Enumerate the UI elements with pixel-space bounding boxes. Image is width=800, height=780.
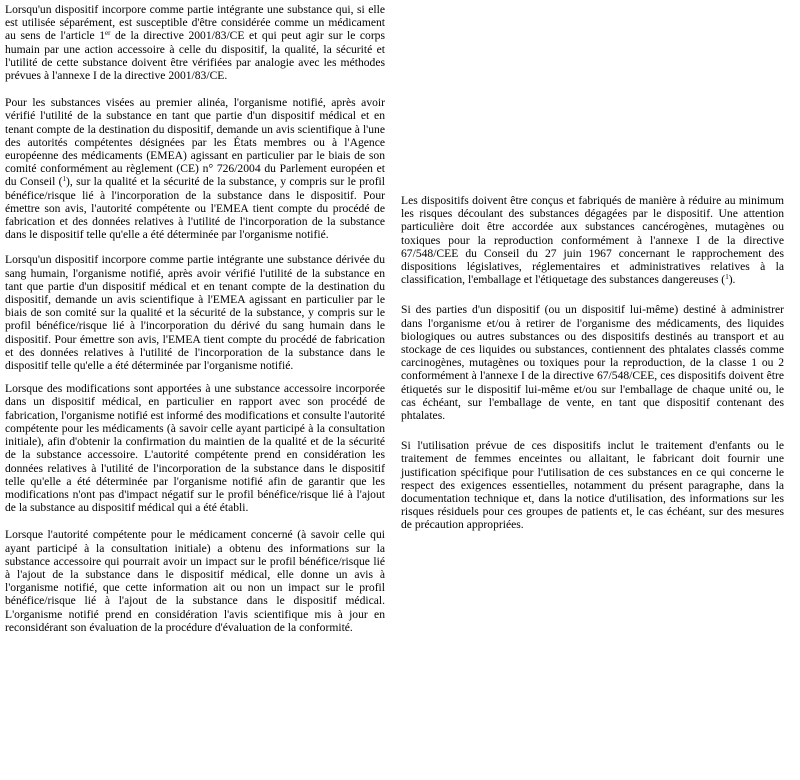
paragraph-phthalates-labelling: Si des parties d'un dispositif (ou un dispositif lui-même) destiné à administrer dans l'organisme et/ou à retirer de l'organisme des médicaments, des liquides biologiques ou autres substances ou des dispositifs destinés au transport et au stockage de ces liquides ou substances, contiennent des phtalates classés comme carcinogènes, mutagènes ou toxiques pour la reproduction, de la classe 1 ou 2 conformément à l'annexe I de la directive 67/548/CEE, ces dispositifs doivent être étiquetés sur le dispositif lui-même et/ou sur l'emballage de chaque unité ou, le cas échéant, sur l'emballage de vente, en tant que dispositif contenant des phtalates. (401, 303, 784, 423)
paragraph-competent-authority-opinion: Lorsque l'autorité compétente pour le médicament concerné (à savoir celle qui ayant participé à la consultation initiale) a obtenu des informations sur la substance accessoire qui pourrait avoir un impact sur le profil bénéfice/risque lié à l'ajout de la substance dans le dispositif médical, elle donne un avis à l'organisme notifié, que cette information ait ou non un impact sur le profil bénéfice/risque lié à l'ajout de la substance dans le dispositif médical. L'organisme notifié prend en considération l'avis scientifique mis à jour en reconsidérant son évaluation de la procédure d'évaluation de la conformité. (5, 528, 385, 634)
paragraph-children-pregnant-women: Si l'utilisation prévue de ces dispositifs inclut le traitement d'enfants ou le traitement de femmes enceintes ou allaitant, le fabricant doit fournir une justification spécifique pour l'utilisation de ces substances en ce qui concerne le respect des exigences essentielles, notamment du présent paragraphe, dans la documentation technique et, dans la notice d'utilisation, des informations sur les risques résiduels pour ces groupes de patients et, le cas échéant, sur des mesures de précaution appropriées. (401, 439, 784, 532)
paragraph-text: Lorsqu'un dispositif incorpore comme partie intégrante une substance qui, si elle est utilisée séparément, est susceptible d'être considérée comme un médicament au sens de l'article 1 (5, 3, 385, 43)
footnote-reference: 1 (725, 273, 729, 282)
paragraph-text: Les dispositifs doivent être conçus et fabriqués de manière à réduire au minimum les risques découlant des substances dégagées par le dispositif. Une attention particulière doit être accordée aux substances cancérogènes, mutagènes ou toxiques pour la reproduction conformément à l'annexe I de la directive 67/548/CEE du Conseil du 27 juin 1967 concernant le rapprochement des dispositions législatives, réglementaires et administratives relatives à la classification, l'emballage et l'étiquetage des substances dangereuses ( (401, 194, 784, 287)
left-column (5, 3, 385, 648)
paragraph-modifications: Lorsque des modifications sont apportées à une substance accessoire incorporée dans un dispositif médical, en particulier en rapport avec son procédé de fabrication, l'organisme notifié est informé des modifications et consulte l'autorité compétente pour les médicaments (à savoir celle ayant participé à la consultation initiale), afin d'obtenir la confirmation du maintien de la qualité et de la sécurité de la substance accessoire. L'autorité compétente prend en considération les données relatives à l'utilité de l'incorporation de la substance dans le dispositif telle qu'elle a été déterminée par l'organisme notifié afin de garantir que les modifications n'ont pas d'impact négatif sur le profil bénéfice/risque lié à l'ajout de la substance au dispositif médical qui a été établi. (5, 382, 385, 515)
superscript: er (105, 29, 111, 38)
footnote-reference: 1 (62, 175, 67, 184)
paragraph-text: ), sur la qualité et la sécurité de la substance, y compris sur le profil bénéfice/risque lié à l'incorporation de la substance dans le dispositif. Pour émettre son avis, l'autorité compétente ou l'EMEA tient compte du procédé de fabrication et des données relatives à l'utilité de l'incorporation de la substance dans le dispositif telle qu'elle a été déterminée par l'organisme notifié. (5, 175, 385, 242)
paragraph-human-blood-derivative: Lorsqu'un dispositif incorpore comme partie intégrante une substance dérivée du sang humain, l'organisme notifié, après avoir vérifié l'utilité de la substance en tant que partie d'un dispositif médical et en tenant compte de la destination du dispositif, demande un avis scientifique à l'EMEA agissant en particulier par le biais de son comité sur la qualité et la sécurité de la substance, y compris sur le profil bénéfice/risque lié à l'incorporation du dérivé du sang humain dans le dispositif. Pour émettre son avis, l'EMEA tient compte du procédé de fabrication et des données relatives à l'utilité de l'incorporation de la substance dans le dispositif telle qu'elle a été déterminée par l'organisme notifié. (5, 253, 385, 373)
right-column (401, 194, 784, 549)
paragraph-medicinal-substance (5, 3, 385, 82)
paragraph-released-substances (401, 194, 784, 286)
paragraph-scientific-opinion (5, 96, 385, 241)
paragraph-text: Pour les substances visées au premier alinéa, l'organisme notifié, après avoir vérifié l'utilité de la substance en tant que partie d'un dispositif médical et en tenant compte de la destination du dispositif, demande un avis scientifique à l'une des autorités compétentes désignées par les États membres ou à l'Agence européenne des médicaments (EMEA) agissant en particulier par le biais de son comité conformément au règlement (CE) n° 726/2004 du Parlement européen et du Conseil ( (5, 96, 385, 189)
paragraph-text: de la directive 2001/83/CE et qui peut agir sur le corps humain par une action accessoire à celle du dispositif, la qualité, la sécurité et l'utilité de cette substance doivent être vérifiées par analogie avec les méthodes prévues à l'annexe I de la directive 2001/83/CE. (5, 29, 385, 83)
paragraph-text: ). (728, 273, 736, 287)
